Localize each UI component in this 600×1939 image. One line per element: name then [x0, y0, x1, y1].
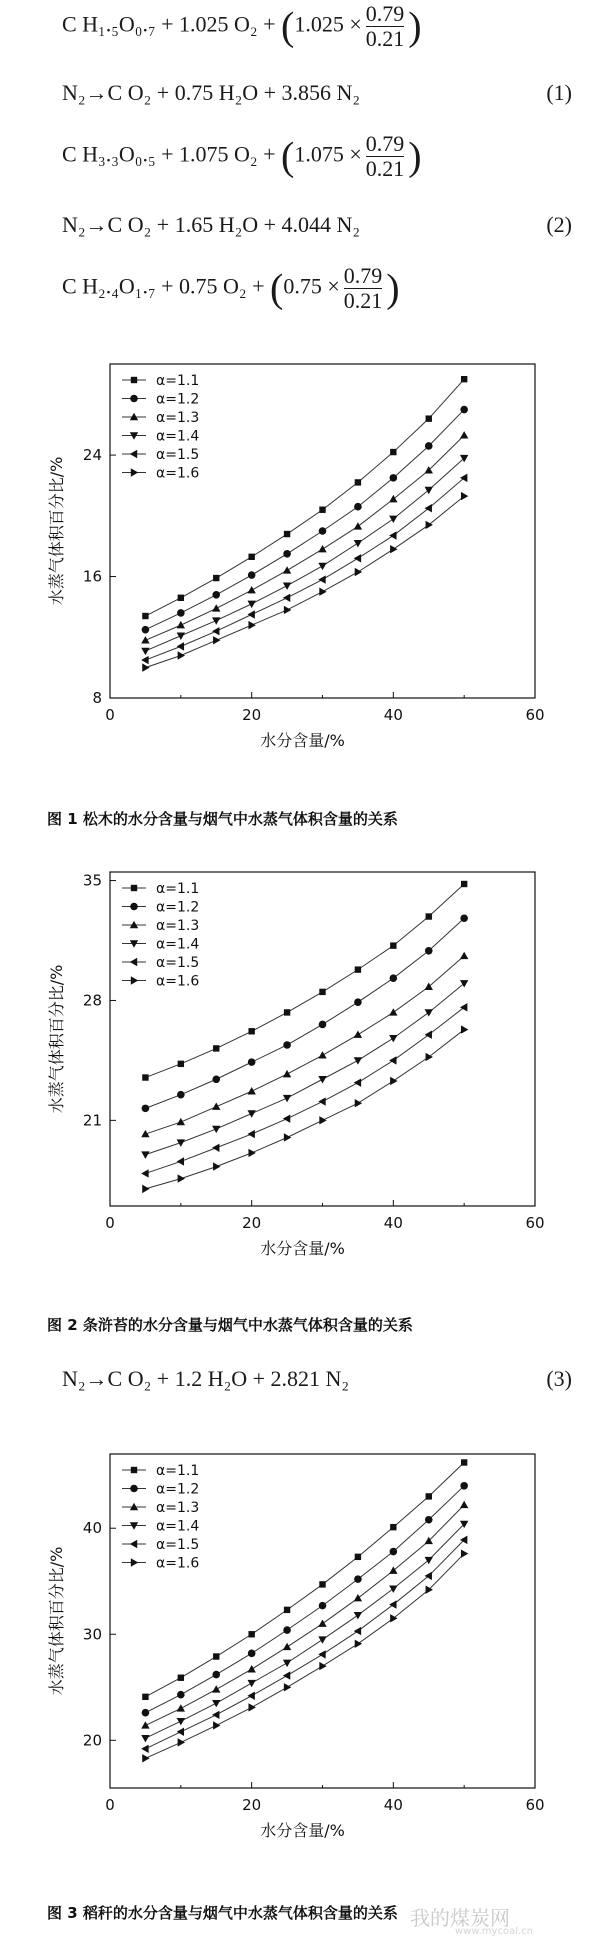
- data-point: [461, 1549, 468, 1557]
- data-point: [178, 595, 184, 601]
- data-point: [318, 1051, 326, 1058]
- data-point: [425, 1009, 433, 1016]
- fraction-numerator: 0.79: [365, 1, 405, 26]
- y-tick-label: 40: [82, 1519, 102, 1538]
- data-point: [142, 1754, 149, 1762]
- x-tick-label: 20: [242, 706, 262, 724]
- data-point: [131, 468, 138, 476]
- data-point: [142, 1185, 149, 1193]
- data-point: [130, 450, 137, 458]
- data-point: [142, 663, 149, 671]
- figure-2-caption: 图 2 条浒苔的水分含量与烟气中水蒸气体积含量的关系: [47, 1316, 413, 1334]
- data-point: [177, 1091, 185, 1099]
- data-point: [248, 1631, 254, 1637]
- x-tick-label: 40: [383, 1214, 403, 1232]
- data-point: [354, 522, 362, 529]
- data-point: [283, 1041, 291, 1049]
- x-tick-label: 20: [242, 1214, 262, 1232]
- data-point: [283, 1643, 291, 1650]
- data-point: [283, 566, 291, 573]
- data-point: [212, 604, 220, 611]
- data-point: [131, 885, 137, 891]
- data-point: [142, 1105, 150, 1113]
- legend-label: α=1.3: [156, 410, 200, 426]
- data-point: [390, 545, 397, 553]
- data-point: [212, 1075, 220, 1083]
- fraction-denominator: 0.21: [365, 26, 405, 51]
- data-point: [283, 1626, 291, 1634]
- data-point: [247, 1680, 255, 1687]
- data-point: [354, 1078, 361, 1086]
- data-point: [319, 1602, 327, 1610]
- data-point: [284, 1683, 291, 1691]
- equation-3-reactants: [62, 264, 400, 313]
- data-point: [212, 1671, 220, 1679]
- data-point: [318, 1619, 326, 1626]
- data-point: [425, 1557, 433, 1564]
- data-point: [283, 582, 291, 589]
- data-point: [390, 974, 398, 982]
- data-point: [177, 1118, 185, 1125]
- equation-3-lhs: C H₂.₄O₁.₇ + 0.75 O₂ +: [62, 273, 265, 299]
- legend-label: α=1.6: [156, 1555, 200, 1572]
- data-point: [284, 1607, 290, 1613]
- data-point: [354, 1612, 362, 1619]
- y-axis-label: 水蒸气体积百分比/%: [47, 1546, 66, 1696]
- x-tick-label: 40: [383, 1796, 403, 1814]
- chart-1: [0, 356, 600, 766]
- series-line: [145, 1007, 464, 1173]
- data-point: [284, 1009, 290, 1015]
- data-point: [354, 554, 361, 562]
- data-point: [130, 958, 137, 966]
- legend-label: α=1.4: [156, 936, 200, 953]
- data-point: [177, 1728, 184, 1736]
- data-point: [461, 376, 467, 382]
- fraction-denominator: 0.21: [365, 156, 405, 181]
- data-point: [461, 1025, 468, 1033]
- data-point: [318, 1636, 326, 1643]
- legend-label: α=1.1: [156, 1463, 200, 1479]
- data-point: [319, 1021, 327, 1029]
- data-point: [130, 1540, 137, 1548]
- equation-2-reactants: [62, 132, 422, 181]
- x-tick-label: 60: [525, 1796, 545, 1814]
- data-point: [248, 571, 256, 579]
- fraction-numerator: 0.79: [365, 131, 405, 156]
- data-point: [177, 1704, 185, 1711]
- data-point: [177, 642, 184, 650]
- legend-label: α=1.5: [156, 1537, 200, 1553]
- legend-label: α=1.3: [156, 918, 200, 934]
- legend-label: α=1.4: [156, 428, 200, 445]
- legend-label: α=1.6: [156, 465, 200, 482]
- data-point: [390, 1548, 398, 1556]
- data-point: [141, 648, 149, 655]
- paren-open: (: [270, 265, 284, 311]
- data-point: [212, 627, 219, 635]
- legend-label: α=1.3: [156, 1500, 200, 1516]
- data-point: [354, 1594, 362, 1601]
- data-point: [389, 495, 397, 502]
- chart-2: [0, 864, 600, 1274]
- data-point: [248, 554, 254, 560]
- equation-2-coef: 1.075 ×: [294, 141, 362, 167]
- legend-label: α=1.1: [156, 881, 200, 897]
- data-point: [354, 1627, 361, 1635]
- x-axis-label: 水分含量/%: [260, 1239, 345, 1258]
- data-point: [248, 621, 255, 629]
- data-point: [460, 406, 468, 414]
- data-point: [283, 1070, 291, 1077]
- data-point: [426, 913, 432, 919]
- data-point: [460, 914, 468, 922]
- data-point: [248, 1650, 256, 1658]
- data-point: [141, 1151, 149, 1158]
- paren-close: ): [408, 133, 422, 179]
- equation-1-number: (1): [546, 80, 572, 105]
- data-point: [178, 1675, 184, 1681]
- data-point: [389, 1056, 396, 1064]
- legend-label: α=1.2: [156, 391, 200, 408]
- data-point: [213, 1045, 219, 1051]
- data-point: [389, 516, 397, 523]
- data-point: [248, 1058, 256, 1066]
- fraction-numerator: 0.79: [343, 263, 383, 288]
- x-axis-label: 水分含量/%: [260, 731, 345, 750]
- data-point: [389, 1008, 397, 1015]
- data-point: [355, 1099, 362, 1107]
- data-point: [178, 1738, 185, 1746]
- fraction: [344, 264, 383, 313]
- data-point: [213, 575, 219, 581]
- data-point: [390, 1077, 397, 1085]
- series-line: [145, 1030, 464, 1189]
- data-point: [354, 503, 362, 511]
- data-point: [212, 1144, 219, 1152]
- data-point: [131, 976, 138, 984]
- data-point: [354, 540, 362, 547]
- data-point: [318, 563, 326, 570]
- data-point: [318, 1097, 325, 1105]
- data-point: [390, 449, 396, 455]
- data-point: [425, 1031, 432, 1039]
- data-point: [131, 1558, 138, 1566]
- data-point: [390, 474, 398, 482]
- data-point: [142, 626, 150, 634]
- data-point: [283, 1095, 291, 1102]
- data-point: [283, 1660, 291, 1667]
- equation-3-number: (3): [546, 1366, 572, 1391]
- data-point: [283, 1671, 290, 1679]
- legend-label: α=1.5: [156, 955, 200, 971]
- data-point: [141, 656, 148, 664]
- data-point: [142, 1074, 148, 1080]
- data-point: [178, 651, 185, 659]
- data-point: [425, 487, 433, 494]
- data-point: [425, 947, 433, 955]
- legend-label: α=1.1: [156, 373, 200, 389]
- data-point: [318, 545, 326, 552]
- data-point: [213, 1653, 219, 1659]
- data-point: [319, 1581, 325, 1587]
- data-point: [142, 1709, 150, 1717]
- y-tick-label: 35: [82, 871, 102, 890]
- equation-2-products: N₂→C O₂ + 1.65 H₂O + 4.044 N₂: [62, 212, 361, 237]
- data-point: [389, 531, 396, 539]
- x-tick-label: 40: [383, 706, 403, 724]
- y-tick-label: 24: [82, 446, 102, 465]
- equation-3-products: N₂→C O₂ + 1.2 H₂O + 2.821 N₂: [62, 1366, 350, 1391]
- data-point: [389, 1600, 396, 1608]
- data-point: [213, 1721, 220, 1729]
- legend-label: α=1.6: [156, 973, 200, 990]
- data-point: [212, 1102, 220, 1109]
- y-axis-label: 水蒸气体积百分比/%: [47, 456, 66, 606]
- data-point: [177, 1718, 185, 1725]
- data-point: [247, 1087, 255, 1094]
- data-point: [247, 1665, 255, 1672]
- data-point: [354, 1057, 362, 1064]
- y-axis-label: 水蒸气体积百分比/%: [47, 964, 66, 1114]
- x-tick-label: 0: [105, 1796, 115, 1814]
- data-point: [141, 636, 149, 643]
- data-point: [177, 609, 185, 617]
- data-point: [389, 1035, 397, 1042]
- x-tick-label: 60: [525, 1214, 545, 1232]
- data-point: [460, 431, 468, 438]
- data-point: [284, 531, 290, 537]
- x-axis-label: 水分含量/%: [260, 1821, 345, 1840]
- data-point: [318, 1650, 325, 1658]
- data-point: [354, 1575, 362, 1583]
- series-line: [145, 1554, 464, 1759]
- watermark-logo-text: 我的煤炭网: [410, 1906, 510, 1930]
- data-point: [319, 507, 325, 513]
- data-point: [141, 1745, 148, 1753]
- fraction: [366, 132, 405, 181]
- data-point: [212, 1700, 220, 1707]
- chart-1-svg: [0, 356, 600, 766]
- data-point: [319, 989, 325, 995]
- data-point: [319, 588, 326, 596]
- data-point: [142, 1694, 148, 1700]
- data-point: [319, 1662, 326, 1670]
- x-tick-label: 0: [105, 1214, 115, 1232]
- series-line: [145, 458, 464, 651]
- data-point: [355, 568, 362, 576]
- data-point: [141, 1735, 149, 1742]
- fraction-denominator: 0.21: [343, 288, 383, 313]
- data-point: [247, 1110, 255, 1117]
- data-point: [247, 586, 255, 593]
- data-point: [460, 1501, 468, 1508]
- figure-3-caption: 图 3 稻秆的水分含量与烟气中水蒸气体积含量的关系: [47, 1904, 398, 1922]
- paren-close: ): [386, 265, 400, 311]
- paren-close: ): [408, 3, 422, 49]
- data-point: [130, 1485, 138, 1493]
- data-point: [177, 1157, 184, 1165]
- data-point: [461, 1459, 467, 1465]
- data-point: [390, 942, 396, 948]
- data-point: [178, 1061, 184, 1067]
- legend-label: α=1.4: [156, 1518, 200, 1535]
- data-point: [247, 610, 254, 618]
- fraction: [366, 2, 405, 51]
- paren-open: (: [281, 3, 295, 49]
- data-point: [130, 395, 138, 403]
- series-line: [145, 1462, 464, 1696]
- data-point: [284, 1133, 291, 1141]
- legend-label: α=1.2: [156, 1481, 200, 1498]
- x-tick-label: 20: [242, 1796, 262, 1814]
- data-point: [212, 617, 220, 624]
- equation-2-number: (2): [546, 212, 572, 237]
- data-point: [355, 1554, 361, 1560]
- data-point: [142, 613, 148, 619]
- data-point: [318, 575, 325, 583]
- data-point: [425, 442, 433, 450]
- equation-1-products: N₂→C O₂ + 0.75 H₂O + 3.856 N₂: [62, 80, 361, 105]
- data-point: [247, 1130, 254, 1138]
- data-point: [212, 591, 220, 599]
- data-point: [131, 377, 137, 383]
- chart-2-svg: [0, 864, 600, 1274]
- data-point: [247, 1692, 254, 1700]
- watermark-url: www.mycoal.cn: [455, 1926, 533, 1937]
- legend-label: α=1.5: [156, 447, 200, 463]
- data-point: [319, 1116, 326, 1124]
- y-tick-label: 21: [82, 1111, 102, 1130]
- data-point: [213, 1162, 220, 1170]
- series-line: [145, 478, 464, 660]
- data-point: [283, 1114, 290, 1122]
- data-point: [460, 1482, 468, 1490]
- data-point: [389, 1585, 397, 1592]
- y-tick-label: 8: [92, 689, 102, 707]
- equation-1-coef: 1.025 ×: [294, 11, 362, 37]
- data-point: [212, 1711, 219, 1719]
- y-tick-label: 20: [82, 1731, 102, 1750]
- data-point: [355, 966, 361, 972]
- data-point: [354, 998, 362, 1006]
- data-point: [460, 980, 468, 987]
- data-point: [248, 1028, 254, 1034]
- data-point: [425, 1516, 433, 1524]
- data-point: [248, 1703, 255, 1711]
- y-tick-label: 28: [82, 991, 102, 1010]
- data-point: [248, 1149, 255, 1157]
- data-point: [283, 594, 290, 602]
- data-point: [212, 1126, 220, 1133]
- x-tick-label: 60: [525, 706, 545, 724]
- y-tick-label: 30: [82, 1625, 102, 1644]
- equation-1-reactants: [62, 2, 422, 51]
- data-point: [212, 1685, 220, 1692]
- y-tick-label: 16: [82, 567, 102, 586]
- data-point: [460, 952, 468, 959]
- data-point: [355, 1640, 362, 1648]
- data-point: [390, 1524, 396, 1530]
- data-point: [461, 881, 467, 887]
- data-point: [141, 1721, 149, 1728]
- data-point: [319, 527, 327, 535]
- data-point: [177, 1691, 185, 1699]
- equation-1-lhs: C H₁.₅O₀.₇ + 1.025 O₂ +: [62, 11, 276, 37]
- data-point: [355, 479, 361, 485]
- data-point: [247, 601, 255, 608]
- data-point: [131, 1467, 137, 1473]
- data-point: [177, 633, 185, 640]
- x-tick-label: 0: [105, 706, 115, 724]
- data-point: [283, 550, 291, 558]
- data-point: [284, 606, 291, 614]
- data-point: [213, 636, 220, 644]
- data-point: [141, 1169, 148, 1177]
- data-point: [354, 1031, 362, 1038]
- paren-open: (: [281, 133, 295, 179]
- chart-3-svg: [0, 1446, 600, 1856]
- figure-1-caption: 图 1 松木的水分含量与烟气中水蒸气体积含量的关系: [47, 810, 398, 828]
- data-point: [461, 492, 468, 500]
- equation-2-lhs: C H₃.₃O₀.₅ + 1.075 O₂ +: [62, 141, 276, 167]
- data-point: [318, 1076, 326, 1083]
- data-point: [130, 903, 138, 911]
- data-point: [178, 1174, 185, 1182]
- data-point: [426, 1493, 432, 1499]
- data-point: [177, 621, 185, 628]
- data-point: [426, 415, 432, 421]
- equation-3-coef: 0.75 ×: [283, 273, 340, 299]
- chart-3: [0, 1446, 600, 1856]
- legend-label: α=1.2: [156, 899, 200, 916]
